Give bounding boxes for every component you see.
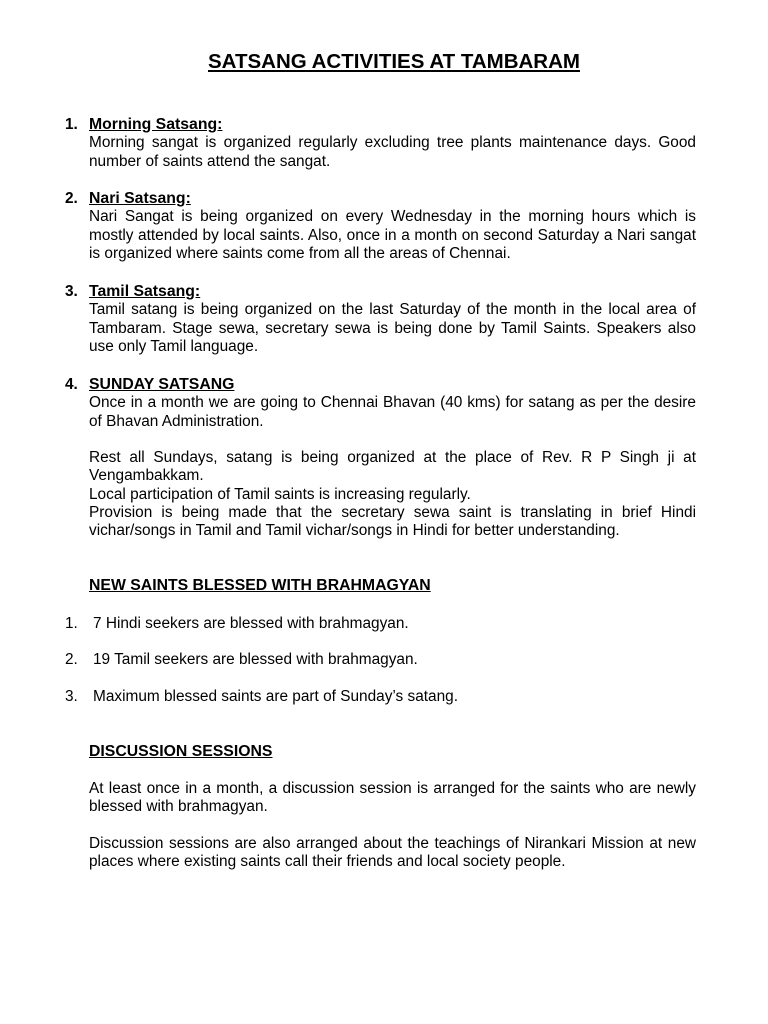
list-item-text: Maximum blessed saints are part of Sunday’s satang.: [93, 688, 459, 705]
activity-paragraph: Local participation of Tamil saints is increasing regularly.: [89, 485, 471, 503]
activity-number: 4.: [65, 376, 78, 393]
list-item-text: 19 Tamil seekers are blessed with brahmagyan.: [93, 651, 418, 668]
discussion-paragraph: At least once in a month, a discussion session is arranged for the saints who are newly blessed with brahmagyan.: [89, 780, 696, 816]
list-item-number: 2.: [65, 651, 78, 668]
activity-paragraph: Tamil satang is being organized on the last Saturday of the month in the local area of Tambaram. Stage sewa, secretary sewa is being done by Tamil Saints. Speakers also use only Tamil language.: [89, 301, 696, 355]
new-saints-heading: NEW SAINTS BLESSED WITH BRAHMAGYAN: [89, 577, 431, 594]
activity-heading: Tamil Satsang:: [89, 283, 201, 300]
list-item-number: 1.: [65, 615, 78, 632]
activity-number: 3.: [65, 283, 78, 300]
list-item-text: 7 Hindi seekers are blessed with brahmagyan.: [93, 615, 409, 632]
activity-heading: SUNDAY SATSANG: [89, 376, 235, 393]
activity-number: 1.: [65, 116, 78, 133]
activity-paragraph: Rest all Sundays, satang is being organized at the place of Rev. R P Singh ji at Vengambakkam.: [89, 449, 696, 485]
document-title: SATSANG ACTIVITIES AT TAMBARAM: [207, 50, 580, 73]
activity-paragraph: Morning sangat is organized regularly excluding tree plants maintenance days. Good number of saints attend the sangat.: [89, 134, 696, 170]
discussion-heading: DISCUSSION SESSIONS: [89, 743, 273, 760]
discussion-paragraph: Discussion sessions are also arranged about the teachings of Nirankari Mission at new places where existing saints call their friends and local society people.: [89, 835, 696, 871]
activity-paragraph: Once in a month we are going to Chennai Bhavan (40 kms) for satang as per the desire of Bhavan Administration.: [89, 394, 696, 430]
list-item-number: 3.: [65, 688, 78, 705]
activity-number: 2.: [65, 190, 78, 207]
activity-paragraph: Nari Sangat is being organized on every Wednesday in the morning hours which is mostly attended by local saints. Also, once in a month on second Saturday a Nari sangat is organized where saints come from all the areas of Chennai.: [89, 208, 696, 262]
activity-heading: Morning Satsang:: [89, 116, 223, 133]
activity-paragraph: Provision is being made that the secretary sewa saint is translating in brief Hindi vichar/songs in Tamil and Tamil vichar/songs in Hindi for better understanding.: [89, 504, 696, 540]
activity-heading: Nari Satsang:: [89, 190, 191, 207]
